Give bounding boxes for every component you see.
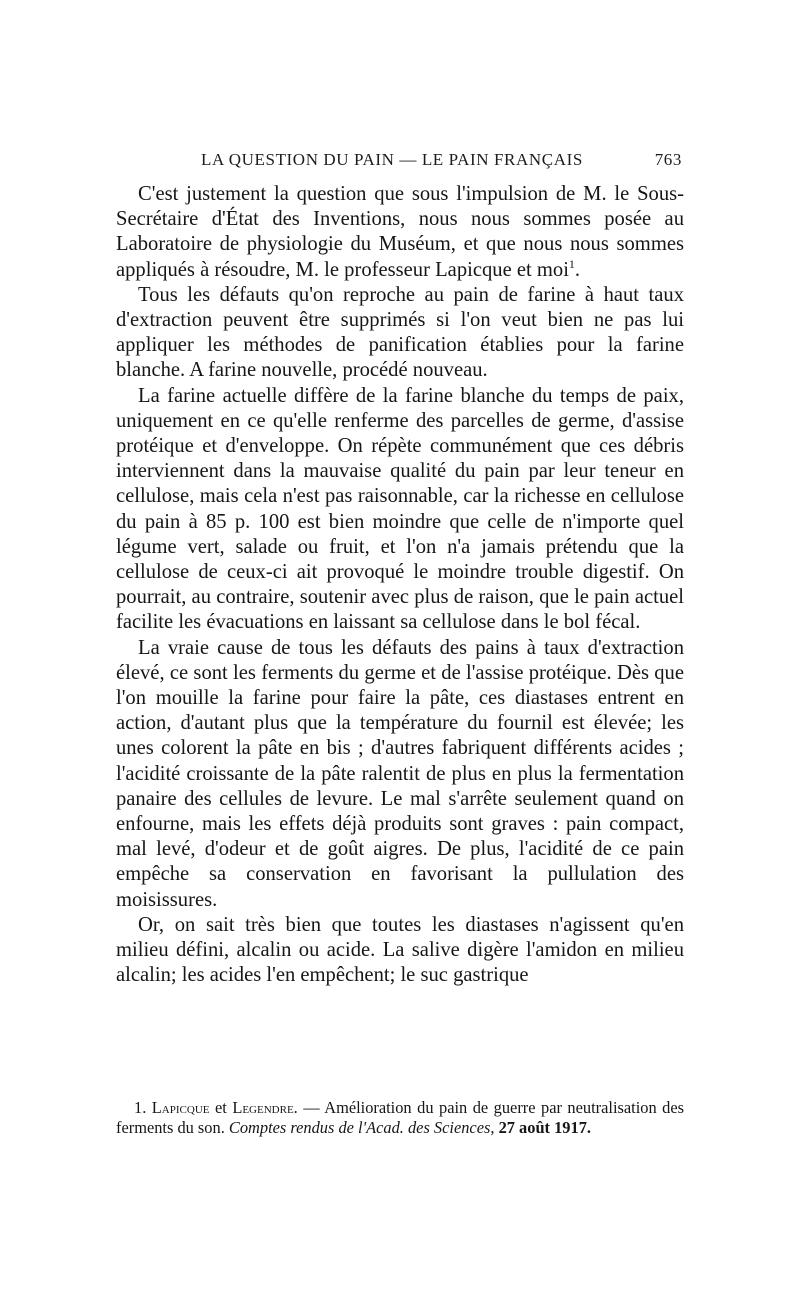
footnote-reference: 1 [568, 256, 575, 271]
page-number: 763 [654, 150, 682, 169]
footnote-1 [116, 1098, 684, 1138]
paragraph-5: Or, on sait très bien que toutes les diastases n'agissent qu'en milieu défini, alcalin ou acide. La salive digère l'amidon en milieu alcalin; les acides l'en empêchent; le suc gastrique [116, 913, 684, 987]
paragraph-1 [116, 182, 684, 283]
footnote-author-legendre: Legendre [232, 1098, 294, 1117]
footnotes [116, 1098, 684, 1138]
body-text [116, 182, 684, 989]
running-header [116, 150, 682, 174]
footnote-conjunction: et [214, 1098, 227, 1117]
footnote-number: 1. [134, 1098, 147, 1117]
paragraph-3: La farine actuelle diffère de la farine blanche du temps de paix, uniquement en ce qu'elle renferme des parcelles de germe, d'assise protéique et d'enveloppe. On répète communément que ces débris interviennent dans la mauvaise qualité du pain par leur teneur en cellulose, mais cela n'est pas raisonnable, car la richesse en cellulose du pain à 85 p. 100 est bien moindre que celle de n'importe quel légume vert, salade ou fruit, et l'on n'a jamais prétendu que la cellulose de ceux-ci ait provoqué le moindre trouble digestif. On pourrait, au contraire, soutenir avec plus de raison, que le pain actuel facilite les évacuations en laissant sa cellulose dans le bol fécal. [116, 384, 684, 634]
paragraph-2: Tous les défauts qu'on reproche au pain de farine à haut taux d'extraction peuvent être supprimés si l'on veut bien ne pas lui appliquer les méthodes de panification établies pour la farine blanche. A farine nouvelle, procédé nouveau. [116, 283, 684, 382]
paragraph-1-text: C'est justement la question que sous l'impulsion de M. le Sous-Secrétaire d'État des Inventions, nous nous sommes posée au Laboratoire de physiologie du Muséum, et que nous nous sommes appliqués à résoudre, M. le professeur Lapicque et moi [116, 183, 684, 281]
footnote-title: . — Amélioration du pain de guerre par neutralisation des ferments du son. [116, 1098, 684, 1137]
footnote-author-lapicque: Lapicque [151, 1098, 210, 1117]
paragraph-1-tail: . [574, 258, 581, 281]
footnote-date: 27 août 1917. [498, 1118, 591, 1137]
running-title: LA QUESTION DU PAIN — LE PAIN FRANÇAIS [201, 150, 583, 169]
footnote-journal: Comptes rendus de l'Acad. des Sciences, [228, 1118, 495, 1137]
paragraph-4: La vraie cause de tous les défauts des pains à taux d'extraction élevé, ce sont les ferments du germe et de l'assise protéique. Dès que l'on mouille la farine pour faire la pâte, ces diastases entrent en action, d'autant plus que la température du fournil est élevée; les unes colorent la pâte en bis ; d'autres fabriquent différents acides ; l'acidité croissante de la pâte ralentit de plus en plus la fermentation panaire des cellules de levure. Le mal s'arrête seulement quand on enfourne, mais les effets déjà produits sont graves : pain compact, mal levé, d'odeur et de goût aigres. De plus, l'acidité de ce pain empêche sa conservation en favorisant la pullulation des moisissures. [116, 636, 684, 911]
